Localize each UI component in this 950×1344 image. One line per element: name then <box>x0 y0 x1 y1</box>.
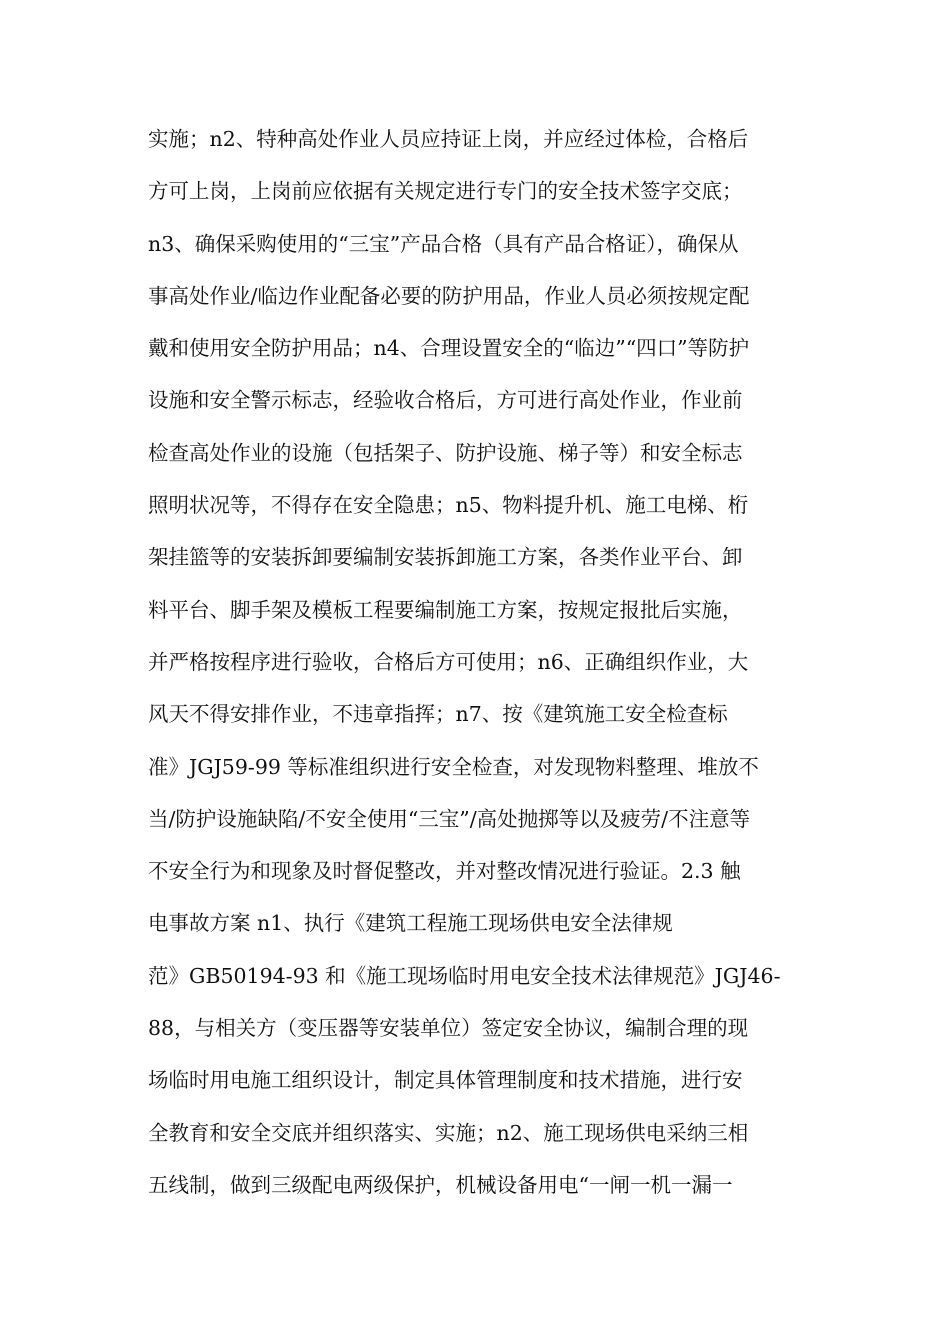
text-line: 不安全行为和现象及时督促整改，并对整改情况进行验证。2.3 触 <box>148 859 741 884</box>
text-line: 方可上岗，上岗前应依据有关规定进行专门的安全技术签字交底； <box>148 179 743 204</box>
text-line: 检查高处作业的设施（包括架子、防护设施、梯子等）和安全标志 <box>148 440 743 465</box>
text-line: 88，与相关方（变压器等安装单位）签定安全协议，编制合理的现 <box>148 1016 749 1041</box>
text-line: 戴和使用安全防护用品；n4、合理设置安全的“临边”“四口”等防护 <box>148 336 750 361</box>
text-line: 事高处作业/临边作业配备必要的防护用品，作业人员必须按规定配 <box>148 283 750 308</box>
text-line: 五线制，做到三级配电两级保护，机械设备用电“一闸一机一漏一 <box>148 1172 733 1197</box>
text-line: 场临时用电施工组织设计，制定具体管理制度和技术措施，进行安 <box>148 1068 743 1093</box>
text-line: 设施和安全警示标志，经验收合格后，方可进行高处作业，作业前 <box>148 388 743 413</box>
body-text <box>148 113 808 1211</box>
text-line: 实施；n2、特种高处作业人员应持证上岗，并应经过体检，合格后 <box>148 127 749 151</box>
text-line: 风天不得安排作业，不违章指挥；n7、按《建筑施工安全检查标 <box>148 702 728 727</box>
text-line: 照明状况等，不得存在安全隐患；n5、物料提升机、施工电梯、桁 <box>148 493 749 518</box>
text-line: 准》JGJ59-99 等标准组织进行安全检查，对发现物料整理、堆放不 <box>148 754 759 779</box>
text-line: 料平台、脚手架及模板工程要编制施工方案，按规定报批后实施， <box>148 597 743 622</box>
text-line: 电事故方案 n1、执行《建筑工程施工现场供电安全法律规 <box>148 911 673 936</box>
text-line: 并严格按程序进行验收，合格后方可使用；n6、正确组织作业，大 <box>148 649 749 674</box>
text-line: 全教育和安全交底并组织落实、实施；n2、施工现场供电采纳三相 <box>148 1120 749 1145</box>
text-line: n3、确保采购使用的“三宝”产品合格（具有产品合格证），确保从 <box>148 231 739 256</box>
text-line: 当/防护设施缺陷/不安全使用“三宝”/高处抛掷等以及疲劳/不注意等 <box>148 806 751 831</box>
text-line: 架挂篮等的安装拆卸要编制安装拆卸施工方案，各类作业平台、卸 <box>148 545 743 570</box>
text-line: 范》GB50194-93 和《施工现场临时用电安全技术法律规范》JGJ46- <box>148 963 781 988</box>
